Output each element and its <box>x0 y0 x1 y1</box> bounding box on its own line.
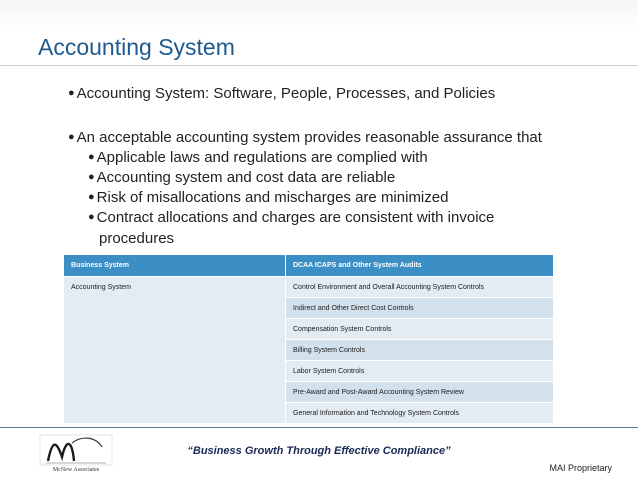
business-system-cell: Accounting System <box>64 277 286 424</box>
bullet-2 <box>68 128 542 149</box>
top-gradient-band <box>0 0 638 28</box>
logo-text: McNew Associates <box>52 467 100 473</box>
audit-cell: Indirect and Other Direct Cost Controls <box>286 298 554 319</box>
audit-cell: Compensation System Controls <box>286 319 554 340</box>
bullet-dot-icon: ● <box>88 211 95 223</box>
slide-title: Accounting System <box>38 34 235 60</box>
table-row <box>64 277 554 298</box>
sub-bullet-3-text: Risk of misallocations and mischarges are minimized <box>96 189 449 206</box>
sub-bullet-4-text: Contract allocations and charges are consistent with invoice procedures <box>96 209 495 247</box>
audit-cell: Control Environment and Overall Accounting System Controls <box>286 277 554 298</box>
bullet-dot-icon: ● <box>88 191 95 203</box>
sub-bullet-2-text: Accounting system and cost data are reliable <box>96 169 396 186</box>
proprietary-label: MAI Proprietary <box>549 463 612 473</box>
audit-cell: Labor System Controls <box>286 361 554 382</box>
sub-bullet-3 <box>88 188 448 209</box>
footer-tagline: “Business Growth Through Effective Compliance” <box>187 445 451 457</box>
header-business-system: Business System <box>64 255 286 277</box>
bullet-1-text: Accounting System: Software, People, Processes, and Policies <box>76 85 496 102</box>
audit-cell: General Information and Technology System Controls <box>286 403 554 424</box>
bullet-dot-icon: ● <box>88 171 95 183</box>
audit-cell: Billing System Controls <box>286 340 554 361</box>
bullet-dot-icon: ● <box>68 131 75 143</box>
bullet-dot-icon: ● <box>68 87 75 99</box>
sub-bullet-1-text: Applicable laws and regulations are complied with <box>96 149 428 166</box>
bullet-dot-icon: ● <box>88 151 95 163</box>
table-header-row <box>64 255 554 277</box>
sub-bullet-4 <box>88 208 544 248</box>
footer-divider <box>0 427 638 428</box>
bullet-2-text: An acceptable accounting system provides reasonable assurance that <box>76 129 542 146</box>
sub-bullet-1 <box>88 148 428 169</box>
audit-cell: Pre-Award and Post-Award Accounting System Review <box>286 382 554 403</box>
header-audits: DCAA ICAPS and Other System Audits <box>286 255 554 277</box>
sub-bullet-2 <box>88 168 395 189</box>
title-divider <box>0 65 638 66</box>
bullet-1 <box>68 84 495 105</box>
system-audit-table <box>63 254 554 424</box>
